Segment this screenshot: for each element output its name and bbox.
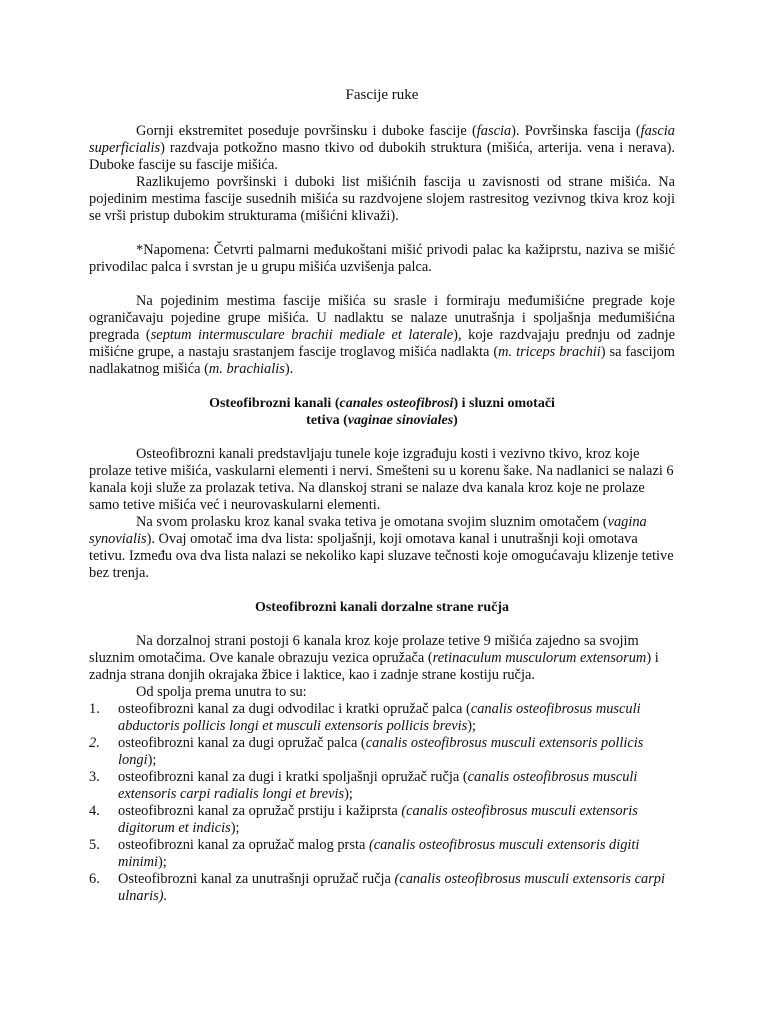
text-run: ). Površinska fascija ( — [511, 123, 641, 139]
spacer — [89, 378, 675, 395]
text-run: Na dorzalnoj strani postoji 6 kanala kroz koje prolaze tetive 9 mišića zajedno sa svojim sluznim omotačima. Ove kanale obrazuju vezica opružača ( — [89, 633, 639, 666]
spacer — [89, 429, 675, 446]
list-item — [89, 837, 675, 871]
section1-paragraph-1: Osteofibrozni kanali predstavljaju tunele koje izgrađuju kosti i vezivno tkivo, kroz koje prolaze tetive mišića, vaskularni elementi i nervi. Smešteni su u korenu šake. Na nadlanici se nalazi 6 kanala koji služe za prolazak tetiva. Na dlanskoj strani se nalaze dva kanala kroz koje ne prolaze samo tetive mišića već i neurovaskularni elementi. — [89, 446, 674, 513]
list-item — [89, 769, 675, 803]
text-run: ) razdvaja potkožno masno tkivo od dubokih struktura (mišića, arterija. vena i nerava). Duboke fascije su fascije mišića. — [89, 140, 675, 173]
list-item — [89, 803, 675, 837]
latin-term: fascia superficialis — [89, 123, 675, 156]
text-run: ). Ovaj omotač ima dva lista: spoljašnji, koji omotava kanal i unutrašnji koji omotava tetivu. Između ova dva lista nalazi se nekoliko kapi sluzave tečnosti koje omogućavaju klizenje tetive bez trenja. — [89, 531, 674, 581]
spacer — [89, 616, 675, 633]
list-number: 6. — [89, 871, 100, 887]
section2-paragraph-2: Od spolja prema unutra to su: — [136, 684, 307, 700]
text-run: Na svom prolasku kroz kanal svaka tetiva je omotana svojim sluznim omotačem ( — [136, 514, 608, 530]
text-run: ). — [284, 361, 294, 377]
latin-term: canalis osteofibrosus musculi abductoris pollicis longi et musculi extensoris pollicis brevis — [118, 701, 641, 734]
latin-term: canalis osteofibrosus musculi extensoris pollicis longi — [118, 735, 644, 768]
spacer — [89, 225, 675, 242]
text-run: ); — [230, 820, 240, 836]
text-run: Gornji ekstremitet poseduje površinsku i duboke fascije ( — [136, 123, 477, 139]
text-run: Osteofibrozni kanal za unutrašnji opružač ručja — [118, 871, 395, 887]
section1-paragraph-2 — [89, 514, 675, 582]
text-run: ); — [147, 752, 157, 768]
latin-term: retinaculum musculorum extensorum — [432, 650, 647, 666]
text-run: ) i sluzni omotači — [453, 396, 555, 411]
note-paragraph: *Napomena: Četvrti palmarni međukoštani mišić privodi palac ka kažiprstu, naziva se mišić privodilac palca i svrstan je u grupu mišića uzvišenja palca. — [89, 242, 675, 275]
text-run: ), koje razdvajaju prednju od zadnje mišićne grupe, a nastaju srastanjem fascije troglavog mišića nadlakta ( — [89, 327, 675, 360]
latin-term: septum intermusculare brachii mediale et laterale — [150, 327, 454, 343]
intro-paragraph-1 — [89, 123, 675, 174]
list-item — [89, 735, 675, 769]
latin-term: canalis osteofibrosus musculi extensoris carpi radialis longi et brevis — [118, 769, 638, 802]
text-run: ); — [157, 854, 167, 870]
list-number: 4. — [89, 803, 100, 819]
text-run: ); — [467, 718, 477, 734]
text-run: osteofibrozni kanal za opružač malog prsta — [118, 837, 369, 853]
list-number: 5. — [89, 837, 100, 853]
text-run: osteofibrozni kanal za opružač prstiju i kažiprsta — [118, 803, 402, 819]
text-run: ) i zadnja strana donjih okrajaka žbice i laktice, kao i zadnje strane kostiju ručja. — [89, 650, 659, 683]
text-run: Osteofibrozni kanali ( — [209, 396, 340, 411]
latin-term: (canalis osteofibrosus musculi extensoris carpi ulnaris). — [118, 871, 665, 904]
text-run: Na pojedinim mestima fascije mišića su srasle i formiraju međumišićne pregrade koje ograničavaju pojedine grupe mišića. U nadlaktu se nalaze unutrašnja i spoljašnja međumišićna pregrada ( — [89, 293, 675, 343]
text-run: tetiva ( — [306, 413, 348, 428]
document-page — [89, 86, 675, 905]
latin-term: canales osteofibrosi — [339, 396, 454, 411]
spacer — [89, 582, 675, 599]
text-run: ); — [344, 786, 353, 802]
list-number: 3. — [89, 769, 100, 785]
latin-term: m. brachialis — [208, 361, 285, 377]
intro-paragraph-3 — [89, 293, 675, 378]
latin-term: m. triceps brachii — [498, 344, 601, 360]
text-run: osteofibrozni kanal za dugi opružač palca ( — [118, 735, 366, 751]
text-run: osteofibrozni kanal za dugi i kratki spoljašnji opružač ručja ( — [118, 769, 468, 785]
section-heading-osteofibrous-canals — [89, 395, 675, 429]
text-run: ) sa fascijom nadlakatnog mišića ( — [89, 344, 675, 377]
latin-term: vaginae sinoviales — [347, 413, 454, 428]
list-item — [89, 871, 675, 905]
document-title: Fascije ruke — [345, 87, 419, 103]
list-item — [89, 701, 675, 735]
list-number: 1. — [89, 701, 100, 717]
section-heading-dorsal-canals: Osteofibrozni kanali dorzalne strane ručja — [254, 600, 510, 615]
latin-term: vagina synovialis — [89, 514, 647, 547]
canal-list — [89, 701, 675, 905]
spacer — [89, 276, 675, 293]
section2-paragraph-1 — [89, 633, 675, 684]
intro-paragraph-2: Razlikujemo površinski i duboki list mišićnih fascija u zavisnosti od strane mišića. Na pojedinim mestima fascije susednih mišića su razdvojene slojem rastresitog vezivnog tkiva kroz koji se vrši pristup dubokim strukturama (mišićni klivaži). — [89, 174, 675, 224]
text-run: ) — [453, 413, 458, 428]
latin-term: (canalis osteofibrosus musculi extensoris digitorum et indicis — [118, 803, 638, 836]
text-run: osteofibrozni kanal za dugi odvodilac i kratki opružač palca ( — [118, 701, 471, 717]
list-number: 2. — [89, 735, 100, 751]
latin-term: fascia — [476, 123, 512, 139]
latin-term: (canalis osteofibrosus musculi extensoris digiti minimi — [118, 837, 640, 870]
